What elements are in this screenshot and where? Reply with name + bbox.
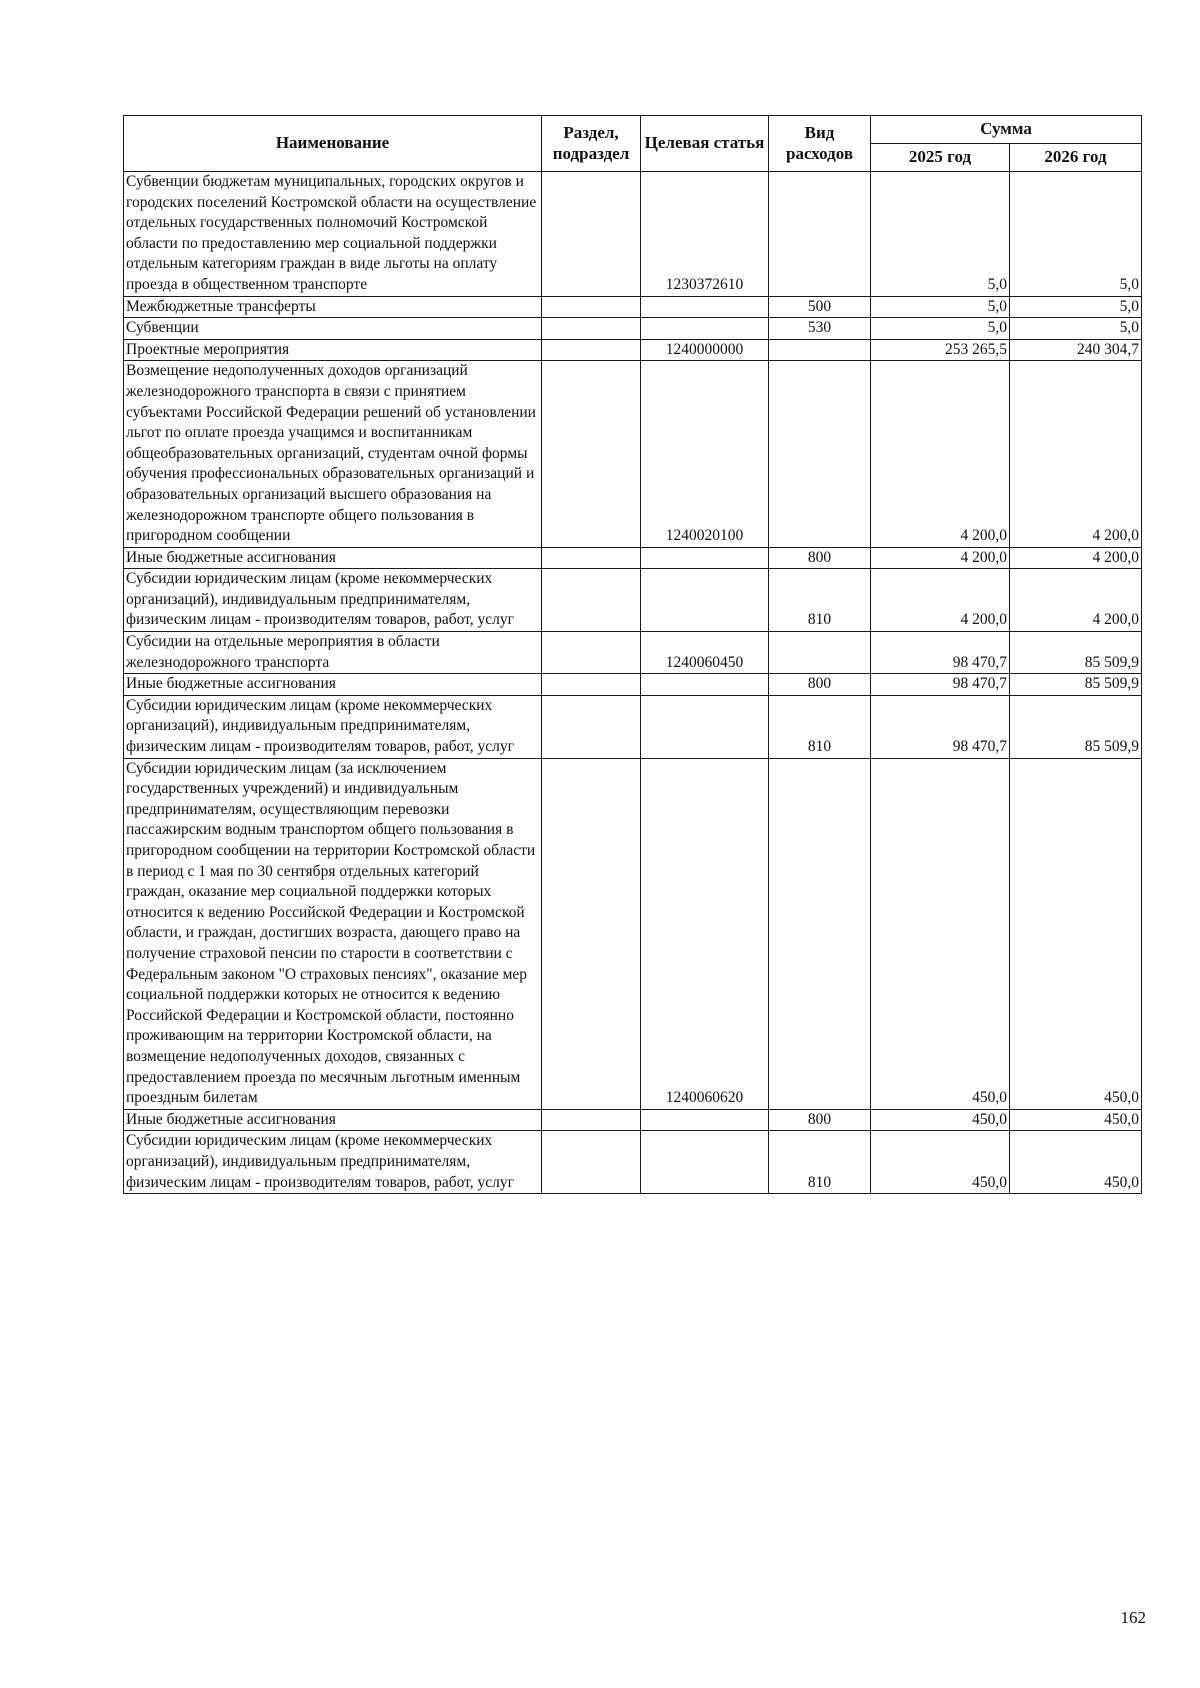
row-sum-2026: 450,0 xyxy=(1010,1131,1142,1194)
row-sum-2025: 98 470,7 xyxy=(871,695,1010,758)
row-section xyxy=(542,339,641,361)
row-sum-2026: 85 509,9 xyxy=(1010,632,1142,674)
header-2025: 2025 год xyxy=(871,144,1010,172)
row-sum-2025: 4 200,0 xyxy=(871,569,1010,632)
row-name: Возмещение недополученных доходов организаций железнодорожного транспорта в связи с принятием субъектами Российской Федерации решений об установлении льгот по оплате проезда учащимся и воспитанникам общеобразовательных организаций, студентам очной формы обучения профессиональных образовательных организаций и образовательных организаций высшего образования на железнодорожном транспорте общего пользования в пригородном сообщении xyxy=(124,361,542,547)
header-type: Вид расходов xyxy=(769,116,871,172)
row-name: Межбюджетные трансферты xyxy=(124,296,542,318)
table-row xyxy=(124,632,1142,674)
row-name: Субсидии юридическим лицам (кроме некоммерческих организаций), индивидуальным предпринимателям, физическим лицам - производителям товаров, работ, услуг xyxy=(124,695,542,758)
row-name: Иные бюджетные ассигнования xyxy=(124,547,542,569)
row-section xyxy=(542,1109,641,1131)
header-sum: Сумма xyxy=(871,116,1142,144)
table-row xyxy=(124,361,1142,547)
row-section xyxy=(542,318,641,340)
row-sum-2026: 5,0 xyxy=(1010,318,1142,340)
row-type: 530 xyxy=(769,318,871,340)
row-section xyxy=(542,674,641,696)
row-section xyxy=(542,361,641,547)
row-sum-2026: 85 509,9 xyxy=(1010,674,1142,696)
row-type: 810 xyxy=(769,695,871,758)
row-name: Иные бюджетные ассигнования xyxy=(124,1109,542,1131)
row-section xyxy=(542,569,641,632)
row-type: 800 xyxy=(769,1109,871,1131)
row-type: 800 xyxy=(769,547,871,569)
table-row xyxy=(124,296,1142,318)
row-type: 800 xyxy=(769,674,871,696)
row-sum-2026: 450,0 xyxy=(1010,1109,1142,1131)
row-sum-2025: 4 200,0 xyxy=(871,547,1010,569)
header-2026: 2026 год xyxy=(1010,144,1142,172)
row-sum-2025: 4 200,0 xyxy=(871,361,1010,547)
row-section xyxy=(542,172,641,297)
row-section xyxy=(542,547,641,569)
row-sum-2025: 98 470,7 xyxy=(871,674,1010,696)
table-row xyxy=(124,339,1142,361)
row-sum-2025: 98 470,7 xyxy=(871,632,1010,674)
row-sum-2026: 240 304,7 xyxy=(1010,339,1142,361)
row-type xyxy=(769,758,871,1109)
row-sum-2026: 85 509,9 xyxy=(1010,695,1142,758)
row-sum-2025: 5,0 xyxy=(871,172,1010,297)
row-type: 810 xyxy=(769,569,871,632)
row-section xyxy=(542,1131,641,1194)
table-header xyxy=(124,116,1142,172)
row-name: Проектные мероприятия xyxy=(124,339,542,361)
row-sum-2025: 450,0 xyxy=(871,758,1010,1109)
row-name: Субсидии юридическим лицам (кроме некоммерческих организаций), индивидуальным предпринимателям, физическим лицам - производителям товаров, работ, услуг xyxy=(124,1131,542,1194)
row-target xyxy=(641,547,769,569)
row-sum-2026: 450,0 xyxy=(1010,758,1142,1109)
row-target: 1240000000 xyxy=(641,339,769,361)
table-body xyxy=(124,172,1142,1194)
row-target: 1240060620 xyxy=(641,758,769,1109)
table-row xyxy=(124,1131,1142,1194)
row-sum-2025: 450,0 xyxy=(871,1109,1010,1131)
row-target xyxy=(641,1131,769,1194)
row-target xyxy=(641,1109,769,1131)
header-target: Целевая статья xyxy=(641,116,769,172)
row-type xyxy=(769,632,871,674)
row-target xyxy=(641,674,769,696)
table-row xyxy=(124,695,1142,758)
budget-table xyxy=(123,115,1142,1194)
header-section: Раздел, подраздел xyxy=(542,116,641,172)
row-type xyxy=(769,339,871,361)
row-target: 1240060450 xyxy=(641,632,769,674)
row-sum-2026: 5,0 xyxy=(1010,296,1142,318)
row-target xyxy=(641,296,769,318)
row-name: Субсидии юридическим лицам (кроме некоммерческих организаций), индивидуальным предпринимателям, физическим лицам - производителям товаров, работ, услуг xyxy=(124,569,542,632)
row-section xyxy=(542,296,641,318)
table-row xyxy=(124,318,1142,340)
row-section xyxy=(542,758,641,1109)
row-sum-2025: 5,0 xyxy=(871,296,1010,318)
row-section xyxy=(542,695,641,758)
row-name: Субвенции бюджетам муниципальных, городских округов и городских поселений Костромской области на осуществление отдельных государственных полномочий Костромской области по предоставлению мер социальной поддержки отдельным категориям граждан в виде льготы на оплату проезда в общественном транспорте xyxy=(124,172,542,297)
row-sum-2025: 253 265,5 xyxy=(871,339,1010,361)
row-sum-2026: 5,0 xyxy=(1010,172,1142,297)
row-name: Субсидии на отдельные мероприятия в области железнодорожного транспорта xyxy=(124,632,542,674)
row-sum-2026: 4 200,0 xyxy=(1010,547,1142,569)
row-type xyxy=(769,172,871,297)
row-sum-2025: 5,0 xyxy=(871,318,1010,340)
row-sum-2026: 4 200,0 xyxy=(1010,569,1142,632)
row-name: Иные бюджетные ассигнования xyxy=(124,674,542,696)
table-row xyxy=(124,1109,1142,1131)
row-target xyxy=(641,318,769,340)
row-name: Субвенции xyxy=(124,318,542,340)
row-target: 1240020100 xyxy=(641,361,769,547)
page-number: 162 xyxy=(1120,1608,1146,1627)
row-target: 1230372610 xyxy=(641,172,769,297)
row-sum-2025: 450,0 xyxy=(871,1131,1010,1194)
row-type xyxy=(769,361,871,547)
row-name: Субсидии юридическим лицам (за исключением государственных учреждений) и индивидуальным предпринимателям, осуществляющим перевозки пассажирским водным транспортом общего пользования в пригородном сообщении на территории Костромской области в период с 1 мая по 30 сентября отдельных категорий граждан, оказание мер социальной поддержки которых относится к ведению Российской Федерации и Костромской области, и граждан, достигших возраста, дающего право на получение страховой пенсии по старости в соответствии с Федеральным законом "О страховых пенсиях", оказание мер социальной поддержки которых не относится к ведению Российской Федерации и Костромской области, постоянно проживающим на территории Костромской области, на возмещение недополученных доходов, связанных с предоставлением проезда по месячным льготным именным проездным билетам xyxy=(124,758,542,1109)
table-row xyxy=(124,547,1142,569)
table-row xyxy=(124,172,1142,297)
row-sum-2026: 4 200,0 xyxy=(1010,361,1142,547)
table-row xyxy=(124,758,1142,1109)
header-name: Наименование xyxy=(124,116,542,172)
row-section xyxy=(542,632,641,674)
row-type: 500 xyxy=(769,296,871,318)
table-row xyxy=(124,674,1142,696)
table-row xyxy=(124,569,1142,632)
row-type: 810 xyxy=(769,1131,871,1194)
row-target xyxy=(641,569,769,632)
row-target xyxy=(641,695,769,758)
